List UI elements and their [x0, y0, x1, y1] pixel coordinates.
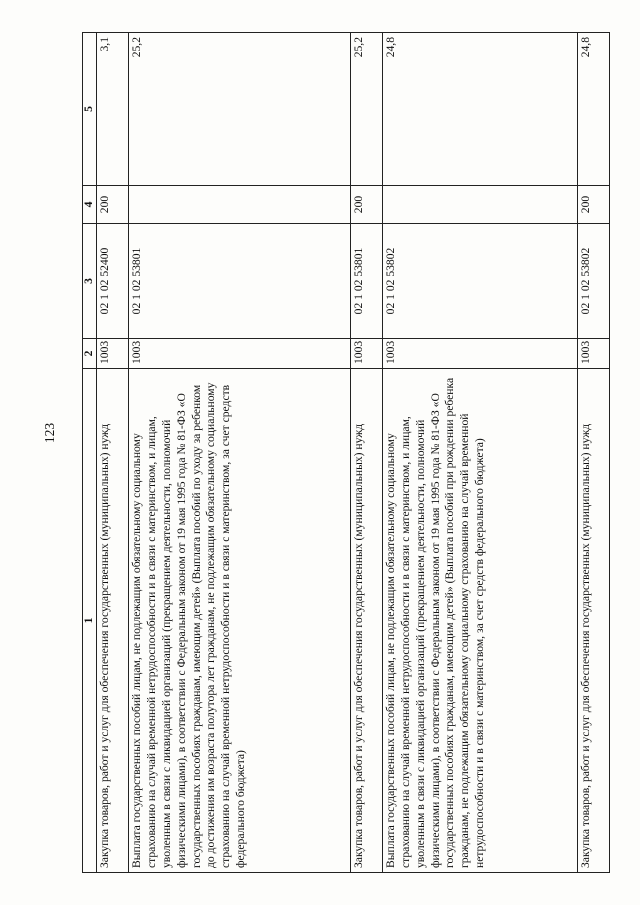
- table-row: [577, 33, 609, 873]
- row-expense-type-cell: 200: [577, 186, 609, 224]
- column-header: 5: [83, 33, 97, 186]
- table-row: [350, 33, 382, 873]
- row-name-cell: Выплата государственных пособий лицам, не подлежащим обязательному социальному страхованию на случай временной нетрудоспособности и в связи с материнством, и лицам, уволенным в связи с ликвидацией организаций (прекращением деятельности, полномочий физическими лицами), в соответствии с Федеральным законом от 19 мая 1995 года № 81-ФЗ «О государственных пособиях гражданам, имеющим детей» (Выплата пособий при рождении ребенка гражданам, не подлежащим обязательному социальному страхованию на случай временной нетрудоспособности и в связи с материнством, за счет средств федерального бюджета): [383, 369, 577, 873]
- row-target-cell: 02 1 02 53801: [129, 224, 350, 339]
- row-name-cell: Закупка товаров, работ и услуг для обеспечения государственных (муниципальных) нужд: [577, 369, 609, 873]
- row-name-cell: Закупка товаров, работ и услуг для обеспечения государственных (муниципальных) нужд: [350, 369, 382, 873]
- table-row: [97, 33, 129, 873]
- row-expense-type-cell: 200: [350, 186, 382, 224]
- row-section-cell: 1003: [350, 339, 382, 369]
- column-header: 4: [83, 186, 97, 224]
- column-header: 3: [83, 224, 97, 339]
- row-target-cell: 02 1 02 52400: [97, 224, 129, 339]
- row-section-cell: 1003: [383, 339, 577, 369]
- row-amount-cell: 3,1: [97, 33, 129, 186]
- row-target-cell: 02 1 02 53802: [383, 224, 577, 339]
- row-expense-type-cell: 200: [97, 186, 129, 224]
- row-section-cell: 1003: [577, 339, 609, 369]
- row-expense-type-cell: [383, 186, 577, 224]
- row-target-cell: 02 1 02 53802: [577, 224, 609, 339]
- row-expense-type-cell: [129, 186, 350, 224]
- page-number: 123: [42, 422, 57, 444]
- row-amount-cell: 25,2: [350, 33, 382, 186]
- rotated-table-sheet: [82, 33, 610, 873]
- row-section-cell: 1003: [97, 339, 129, 369]
- column-header: 1: [83, 369, 97, 873]
- table-row: [383, 33, 577, 873]
- row-amount-cell: 24,8: [577, 33, 609, 186]
- row-amount-cell: 25,2: [129, 33, 350, 186]
- table-header-row: [83, 33, 97, 873]
- row-amount-cell: 24,8: [383, 33, 577, 186]
- row-section-cell: 1003: [129, 339, 350, 369]
- row-name-cell: Выплата государственных пособий лицам, не подлежащим обязательному социальному страхованию на случай временной нетрудоспособности и в связи с материнством, и лицам, уволенным в связи с ликвидацией организаций (прекращением деятельности, полномочий физическими лицами), в соответствии с Федеральным законом от 19 мая 1995 года № 81-ФЗ «О государственных пособиях гражданам, имеющим детей» (Выплата пособий по уходу за ребенком до достижения им возраста полутора лет гражданам, не подлежащим обязательному социальному страхованию на случай временной нетрудоспособности и в связи с материнством, за счет средств федерального бюджета): [129, 369, 350, 873]
- budget-allocation-table: [82, 32, 610, 873]
- row-name-cell: Закупка товаров, работ и услуг для обеспечения государственных (муниципальных) нужд: [97, 369, 129, 873]
- row-target-cell: 02 1 02 53801: [350, 224, 382, 339]
- table-row: [129, 33, 350, 873]
- column-header: 2: [83, 339, 97, 369]
